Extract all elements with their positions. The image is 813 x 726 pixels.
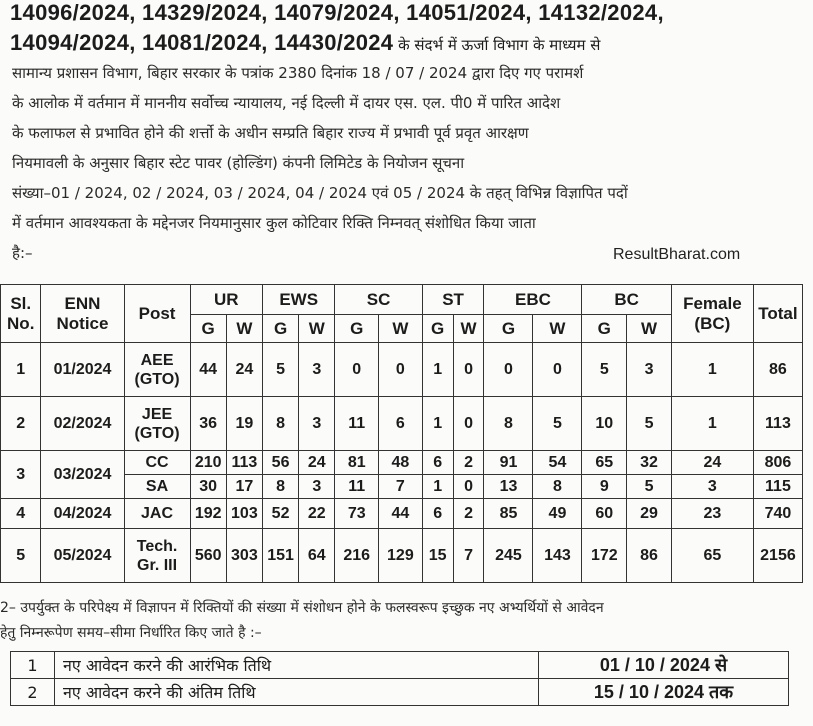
cell-value: 0: [335, 343, 379, 397]
case-numbers-line-2: [10, 30, 800, 58]
cell-value: 32: [627, 451, 672, 475]
cell-value: 5: [627, 397, 672, 451]
cell-value: 103: [226, 499, 262, 529]
cell-value: 8: [484, 397, 533, 451]
cell-value: 56: [262, 451, 298, 475]
post-text: (GTO): [134, 370, 180, 388]
cell-value: 49: [533, 499, 582, 529]
cell-female: 1: [671, 397, 753, 451]
cell-female: 1: [671, 343, 753, 397]
cell-value: 129: [379, 529, 423, 583]
cell-value: 5: [262, 343, 298, 397]
header-category-ebc: EBC: [484, 285, 582, 315]
cell-female: 23: [671, 499, 753, 529]
table-row: [1, 451, 803, 475]
cell-value: 0: [453, 343, 484, 397]
cell-value: 5: [582, 343, 627, 397]
table-row: [1, 397, 803, 451]
cell-value: 172: [582, 529, 627, 583]
cell-post: SA: [124, 475, 190, 499]
cell-value: 11: [335, 397, 379, 451]
cell-post: [124, 397, 190, 451]
cell-value: 210: [190, 451, 226, 475]
cell-value: 560: [190, 529, 226, 583]
cell-value: 1: [422, 343, 453, 397]
cell-notice: 03/2024: [41, 451, 124, 499]
date-row-label: नए आवेदन करने की अंतिम तिथि: [55, 679, 539, 706]
cell-value: 5: [533, 397, 582, 451]
cell-value: 1: [422, 475, 453, 499]
header-sub-w: W: [226, 315, 262, 343]
header-total: Total: [753, 285, 802, 343]
header-enn-text: ENN: [64, 293, 101, 313]
cell-notice: 02/2024: [41, 397, 124, 451]
note-line: हेतु निम्नरूपेण समय–सीमा निर्धारित किए जाते है :–: [0, 625, 262, 641]
cell-value: 0: [453, 397, 484, 451]
header-sub-g: G: [582, 315, 627, 343]
cell-value: 81: [335, 451, 379, 475]
cell-value: 13: [484, 475, 533, 499]
header-female-bc: [671, 285, 753, 343]
cell-value: 36: [190, 397, 226, 451]
cell-value: 65: [582, 451, 627, 475]
cell-post: JAC: [124, 499, 190, 529]
cell-total: 86: [753, 343, 802, 397]
dates-row: [11, 652, 789, 679]
cell-value: 3: [299, 397, 335, 451]
paragraph-line: के फलाफल से प्रभावित होने की शर्त्तो के अधीन सम्प्रति बिहार राज्य में प्रभावी पूर्व प्रवृत आरक्षण: [12, 124, 529, 142]
cell-value: 91: [484, 451, 533, 475]
cell-sl: 2: [1, 397, 41, 451]
header-sub-g: G: [262, 315, 298, 343]
header-category-ews: EWS: [262, 285, 334, 315]
cell-value: 5: [627, 475, 672, 499]
cell-sl: 5: [1, 529, 41, 583]
case-numbers-line-2-suffix: के संदर्भ में ऊर्जा विभाग के माध्यम से: [393, 36, 601, 54]
cell-value: 48: [379, 451, 423, 475]
header-sub-g: G: [484, 315, 533, 343]
dates-row: [11, 679, 789, 706]
date-row-label: नए आवेदन करने की आरंभिक तिथि: [55, 652, 539, 679]
cell-value: 6: [422, 451, 453, 475]
case-numbers-line-2-text: 14094/2024, 14081/2024, 14430/2024: [10, 30, 394, 55]
vacancy-table: [0, 284, 803, 583]
cell-notice: 04/2024: [41, 499, 124, 529]
paragraph-line: नियमावली के अनुसार बिहार स्टेट पावर (होल्डिंग) कंपनी लिमिटेड के नियोजन सूचना: [12, 154, 465, 172]
cell-total: 113: [753, 397, 802, 451]
note-line: 2– उपर्युक्त के परिपेक्ष्य में विज्ञापन में रिक्तियों की संख्या में संशोधन होने के फलस्वरूप इच्छुक नए अभ्यर्थियों से आवेदन: [0, 600, 604, 616]
cell-value: 216: [335, 529, 379, 583]
cell-value: 10: [582, 397, 627, 451]
cell-value: 0: [379, 343, 423, 397]
cell-value: 11: [335, 475, 379, 499]
watermark: ResultBharat.com: [613, 246, 741, 263]
cell-value: 245: [484, 529, 533, 583]
header-sub-w: W: [627, 315, 672, 343]
cell-value: 6: [422, 499, 453, 529]
cell-value: 22: [299, 499, 335, 529]
cell-value: 2: [453, 451, 484, 475]
header-female-text: Female: [683, 293, 742, 313]
cell-female: 24: [671, 451, 753, 475]
cell-notice: 05/2024: [41, 529, 124, 583]
header-sl-no: [1, 285, 41, 343]
cell-value: 73: [335, 499, 379, 529]
paragraph-line: में वर्तमान आवश्यकता के मद्देनजर नियमानुसार कुल कोटिवार रिक्ति निम्नवत् संशोधित किया जाता: [12, 214, 536, 232]
post-text: Tech.: [136, 537, 178, 555]
cell-value: 60: [582, 499, 627, 529]
date-row-number: 2: [11, 679, 55, 706]
cell-total: 115: [753, 475, 802, 499]
header-category-ur: UR: [190, 285, 262, 315]
header-category-sc: SC: [335, 285, 422, 315]
cell-value: 7: [453, 529, 484, 583]
cell-value: 30: [190, 475, 226, 499]
header-female-text: (BC): [694, 313, 731, 333]
header-sub-w: W: [533, 315, 582, 343]
header-sl-no-text: No.: [7, 313, 35, 333]
cell-value: 19: [226, 397, 262, 451]
post-text: Gr. III: [137, 556, 178, 574]
cell-value: 86: [627, 529, 672, 583]
cell-post: CC: [124, 451, 190, 475]
cell-value: 15: [422, 529, 453, 583]
cell-value: 143: [533, 529, 582, 583]
header-enn-notice: [41, 285, 124, 343]
table-row: [1, 499, 803, 529]
header-sub-g: G: [422, 315, 453, 343]
dates-table: [10, 651, 789, 706]
header-category-bc: BC: [582, 285, 671, 315]
cell-value: 6: [379, 397, 423, 451]
paragraph-line: संख्या–01 / 2024, 02 / 2024, 03 / 2024, 04 / 2024 एवं 05 / 2024 के तहत् विभिन्न विज्ञापित पदों: [12, 184, 628, 202]
post-text: AEE: [140, 351, 174, 369]
cell-value: 24: [226, 343, 262, 397]
cell-total: 2156: [753, 529, 802, 583]
cell-post: [124, 343, 190, 397]
table-row: [1, 343, 803, 397]
paragraph-line: है:–: [12, 244, 33, 262]
cell-value: 8: [533, 475, 582, 499]
cell-value: 3: [299, 343, 335, 397]
cell-value: 0: [533, 343, 582, 397]
header-sub-w: W: [453, 315, 484, 343]
cell-value: 29: [627, 499, 672, 529]
header-sub-g: G: [335, 315, 379, 343]
paragraph-line: सामान्य प्रशासन विभाग, बिहार सरकार के पत्रांक 2380 दिनांक 18 / 07 / 2024 द्वारा दिए गए परामर्श: [12, 64, 584, 82]
cell-value: 17: [226, 475, 262, 499]
cell-value: 44: [379, 499, 423, 529]
cell-value: 2: [453, 499, 484, 529]
cell-value: 8: [262, 397, 298, 451]
cell-notice: 01/2024: [41, 343, 124, 397]
cell-value: 1: [422, 397, 453, 451]
cell-total: 806: [753, 451, 802, 475]
cell-value: 3: [299, 475, 335, 499]
cell-value: 52: [262, 499, 298, 529]
header-sub-w: W: [379, 315, 423, 343]
post-text: JEE: [141, 405, 173, 423]
cell-post: [124, 529, 190, 583]
cell-value: 3: [627, 343, 672, 397]
cell-value: 8: [262, 475, 298, 499]
paragraph-line: के आलोक में वर्तमान में माननीय सर्वोच्च न्यायालय, नई दिल्ली में दायर एस. एल. पी0 में पारित आदेश: [12, 94, 561, 112]
cell-value: 85: [484, 499, 533, 529]
cell-sl: 1: [1, 343, 41, 397]
cell-total: 740: [753, 499, 802, 529]
cell-female: 65: [671, 529, 753, 583]
post-text: (GTO): [134, 424, 180, 442]
cell-value: 192: [190, 499, 226, 529]
cell-value: 9: [582, 475, 627, 499]
date-row-value: 01 / 10 / 2024 से: [539, 652, 789, 679]
cell-sl: 4: [1, 499, 41, 529]
header-post: Post: [124, 285, 190, 343]
header-sub-w: W: [299, 315, 335, 343]
case-numbers-line-1: 14096/2024, 14329/2024, 14079/2024, 14051/2024, 14132/2024,: [10, 0, 664, 25]
cell-value: 303: [226, 529, 262, 583]
cell-value: 0: [453, 475, 484, 499]
cell-female: 3: [671, 475, 753, 499]
cell-value: 0: [484, 343, 533, 397]
date-row-number: 1: [11, 652, 55, 679]
cell-sl: 3: [1, 451, 41, 499]
cell-value: 64: [299, 529, 335, 583]
header-sl-no-text: Sl.: [10, 293, 32, 313]
cell-value: 44: [190, 343, 226, 397]
cell-value: 7: [379, 475, 423, 499]
cell-value: 24: [299, 451, 335, 475]
cell-value: 54: [533, 451, 582, 475]
cell-value: 151: [262, 529, 298, 583]
date-row-value: 15 / 10 / 2024 तक: [539, 679, 789, 706]
header-enn-text: Notice: [56, 313, 109, 333]
header-category-st: ST: [422, 285, 484, 315]
table-row: [1, 529, 803, 583]
header-sub-g: G: [190, 315, 226, 343]
cell-value: 113: [226, 451, 262, 475]
